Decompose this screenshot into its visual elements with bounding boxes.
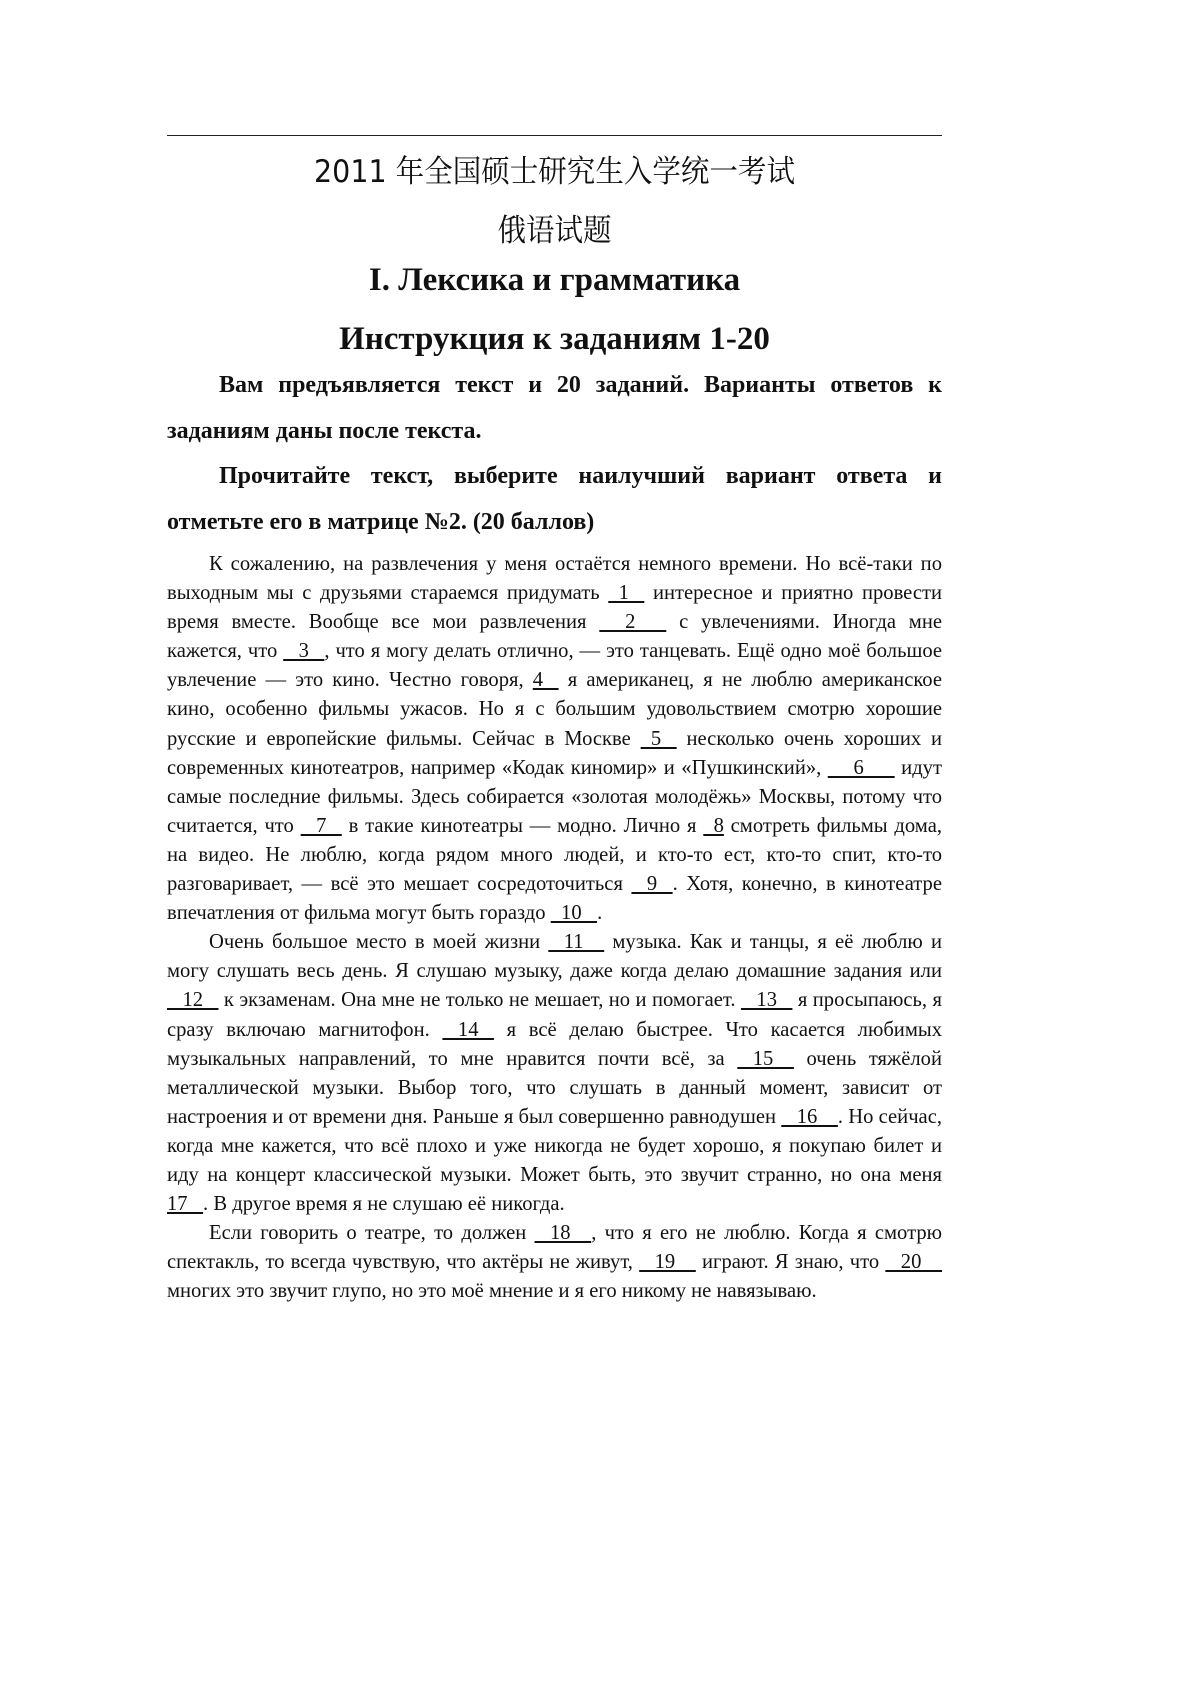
instruction-title: Инструкция к заданиям 1-20 <box>339 321 770 357</box>
passage-text: многих это звучит глупо, но это моё мнение и я его никому не навязываю. <box>167 1280 817 1303</box>
passage-text: идут самые последние фильмы. Здесь собирается «золотая молодёжь» Москвы, потому что считается, что <box>167 756 942 837</box>
instruction-block-2 <box>167 453 942 545</box>
exam-subtitle: 俄语试题 <box>497 213 612 249</box>
answer-blank: 20 <box>885 1251 942 1274</box>
passage-paragraph <box>167 550 942 928</box>
answer-blank: 15 <box>737 1047 794 1070</box>
answer-blank: 10 <box>550 902 598 925</box>
passage-text: смотреть фильмы дома, на видео. Не люблю, когда рядом много людей, и кто-то ест, кто-то спит, кто-то разговаривает, — всё это мешает сосредоточиться <box>167 814 942 896</box>
passage-text: интересное и приятно провести время вместе. Вообще все мои развлечения <box>167 582 942 634</box>
answer-blank: 5 <box>640 727 677 750</box>
passage-text: к экзаменам. Она мне не только не мешает, но и помогает. <box>218 989 741 1012</box>
passage-text: в такие кинотеатры — модно. Лично я <box>341 814 704 837</box>
passage-text: . Хотя, конечно, в кинотеатре впечатления от фильма могут быть гораздо <box>167 873 942 925</box>
answer-blank: 17 <box>167 1193 204 1216</box>
passage-text: музыка. Как и танцы, я её люблю и могу слушать весь день. Я слушаю музыку, даже когда делаю домашние задания или <box>167 931 942 983</box>
instruction-text-1: Вам предъявляется текст и 20 заданий. Варианты ответов к заданиям даны после текста. <box>167 372 942 444</box>
answer-blank: 11 <box>548 931 605 954</box>
passage-paragraph <box>167 1219 942 1306</box>
answer-blank: 9 <box>631 873 673 896</box>
answer-blank: 3 <box>283 640 325 663</box>
passage-text: я просыпаюсь, я сразу включаю магнитофон. <box>167 989 942 1041</box>
reading-passage <box>167 550 942 1306</box>
passage-text: . Но сейчас, когда мне кажется, что всё плохо и уже никогда не будет хорошо, я покупаю билет и иду на концерт классической музыки. Может быть, это звучит странно, но она меня <box>167 1105 942 1186</box>
exam-title: 2011 年全国硕士研究生入学统一考试 <box>314 154 795 190</box>
passage-text: с увлечениями. Иногда мне кажется, что <box>167 611 942 663</box>
answer-blank: 18 <box>534 1222 592 1245</box>
answer-blank: 8 <box>703 814 724 837</box>
answer-blank: 14 <box>442 1018 494 1041</box>
section-title: I. Лексика и грамматика <box>368 262 741 298</box>
answer-blank: 12 <box>167 989 219 1012</box>
passage-text: очень тяжёлой металлической музыки. Выбор того, что слушать в данный момент, зависит от настроения и от времени дня. Раньше я был совершенно равнодушен <box>167 1047 942 1128</box>
passage-text: я американец, я не люблю американское кино, особенно фильмы ужасов. Но я с большим удовольствием смотрю хорошие русские и европейские фильмы. Сейчас в Москве <box>167 669 942 750</box>
passage-text: К сожалению, на развлечения у меня остаётся немного времени. Но всё-таки по выходным мы с друзьями стараемся придумать <box>167 553 942 605</box>
answer-blank: 16 <box>781 1105 838 1128</box>
answer-blank: 13 <box>740 989 793 1012</box>
passage-text: Очень большое место в моей жизни <box>209 931 549 954</box>
instruction-text-2: Прочитайте текст, выберите наилучший вариант ответа и отметьте его в матрице №2. (20 баллов) <box>167 463 942 535</box>
answer-blank: 4 <box>532 669 559 692</box>
instruction-block-1 <box>167 362 942 454</box>
answer-blank: 7 <box>300 814 342 837</box>
answer-blank: 1 <box>608 582 645 605</box>
passage-text: , что я его не люблю. Когда я смотрю спектакль, то всегда чувствую, что актёры не живут, <box>167 1222 942 1274</box>
answer-blank: 19 <box>639 1251 696 1274</box>
passage-text: . <box>597 902 603 925</box>
answer-blank: 2 <box>599 611 667 634</box>
passage-text: несколько очень хороших и современных кинотеатров, например «Кодак киномир» и «Пушкинский», <box>167 727 942 779</box>
passage-paragraph <box>167 928 942 1219</box>
passage-text: Если говорить о театре, то должен <box>209 1222 535 1245</box>
header-rule <box>167 135 942 136</box>
passage-text: играют. Я знаю, что <box>695 1251 886 1274</box>
passage-text: я всё делаю быстрее. Что касается любимых музыкальных направлений, то мне нравится почти всё, за <box>167 1018 942 1070</box>
passage-text: . В другое время я не слушаю её никогда. <box>203 1193 565 1216</box>
answer-blank: 6 <box>827 756 895 779</box>
passage-text: , что я могу делать отлично, — это танцевать. Ещё одно моё большое увлечение — это кино. Честно говоря, <box>167 640 943 692</box>
